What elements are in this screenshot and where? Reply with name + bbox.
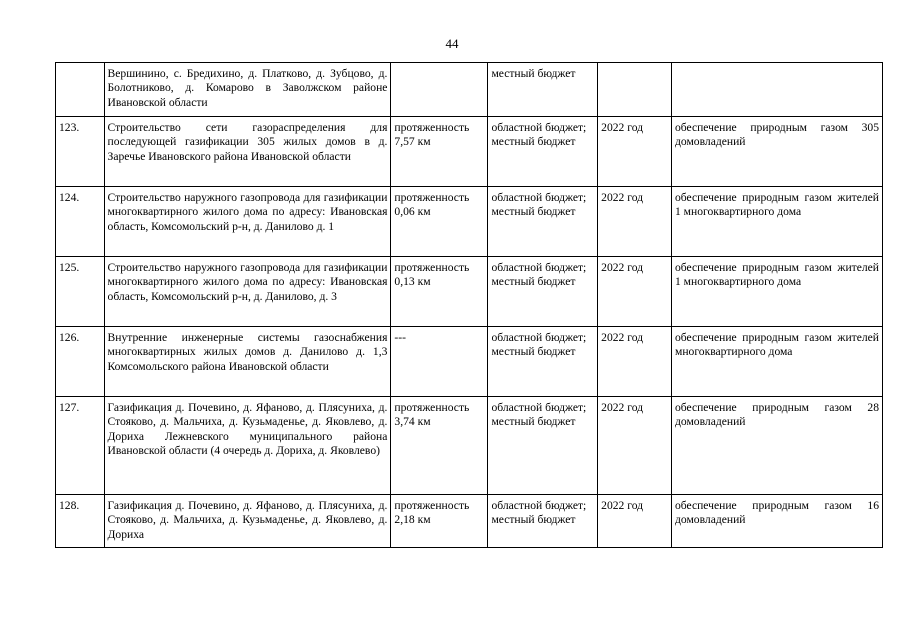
row-number: 126. — [56, 327, 105, 397]
page-number: 44 — [445, 36, 459, 51]
capacity — [391, 63, 488, 117]
object-name: Строительство наружного газопровода для газификации многоквартирного жилого дома по адресу: Ивановская область, Комсомольский р-н, д. Данилово д. 1 — [104, 187, 391, 257]
row-number — [56, 63, 105, 117]
funding-source: областной бюджет; местный бюджет — [488, 495, 598, 548]
table-row — [56, 117, 883, 187]
table-row — [56, 397, 883, 495]
row-number: 127. — [56, 397, 105, 495]
object-name: Газификация д. Почевино, д. Яфаново, д. Плясуниха, д. Стояково, д. Мальчиха, д. Кузьмаденье, д. Яковлево, д. Дориха Лежневского муниципального района Ивановской области (4 очередь д. Дориха, д. Яковлево) — [104, 397, 391, 495]
capacity: протяженность 0,06 км — [391, 187, 488, 257]
object-name: Строительство сети газораспределения для последующей газификации 305 жилых домов в д. Заречье Ивановского района Ивановской области — [104, 117, 391, 187]
object-name: Строительство наружного газопровода для газификации многоквартирного жилого дома по адресу: Ивановская область, Комсомольский р-н, д. Данилово, д. 3 — [104, 257, 391, 327]
capacity: протяженность 3,74 км — [391, 397, 488, 495]
expected-result: обеспечение природным газом жителей 1 многоквартирного дома — [671, 257, 882, 327]
expected-result — [671, 63, 882, 117]
funding-source: областной бюджет; местный бюджет — [488, 397, 598, 495]
expected-result: обеспечение природным газом 16 домовладений — [671, 495, 882, 548]
expected-result: обеспечение природным газом жителей 1 многоквартирного дома — [671, 187, 882, 257]
table-row — [56, 495, 883, 548]
object-name: Вершинино, с. Бредихино, д. Платково, д. Зубцово, д. Болотниково, д. Комарово в Заволжском районе Ивановской области — [104, 63, 391, 117]
expected-result: обеспечение природным газом 305 домовладений — [671, 117, 882, 187]
expected-result: обеспечение природным газом 28 домовладений — [671, 397, 882, 495]
capacity: протяженность 0,13 км — [391, 257, 488, 327]
row-number: 128. — [56, 495, 105, 548]
year — [598, 63, 672, 117]
year: 2022 год — [598, 187, 672, 257]
year: 2022 год — [598, 495, 672, 548]
expected-result: обеспечение природным газом жителей многоквартирного дома — [671, 327, 882, 397]
capacity: --- — [391, 327, 488, 397]
object-name: Внутренние инженерные системы газоснабжения многоквартирных жилых домов д. Данилово д. 1,3 Комсомольского района Ивановской области — [104, 327, 391, 397]
row-number: 124. — [56, 187, 105, 257]
table-row — [56, 187, 883, 257]
year: 2022 год — [598, 397, 672, 495]
capacity: протяженность 2,18 км — [391, 495, 488, 548]
funding-source: областной бюджет; местный бюджет — [488, 117, 598, 187]
object-name: Газификация д. Почевино, д. Яфаново, д. Плясуниха, д. Стояково, д. Мальчиха, д. Кузьмаденье, д. Яковлево, д. Дориха — [104, 495, 391, 548]
row-number: 125. — [56, 257, 105, 327]
row-number: 123. — [56, 117, 105, 187]
year: 2022 год — [598, 257, 672, 327]
funding-source: областной бюджет; местный бюджет — [488, 327, 598, 397]
table-row — [56, 63, 883, 117]
program-table — [55, 62, 883, 548]
funding-source: местный бюджет — [488, 63, 598, 117]
funding-source: областной бюджет; местный бюджет — [488, 187, 598, 257]
table-row — [56, 327, 883, 397]
funding-source: областной бюджет; местный бюджет — [488, 257, 598, 327]
table-row — [56, 257, 883, 327]
year: 2022 год — [598, 327, 672, 397]
capacity: протяженность 7,57 км — [391, 117, 488, 187]
year: 2022 год — [598, 117, 672, 187]
